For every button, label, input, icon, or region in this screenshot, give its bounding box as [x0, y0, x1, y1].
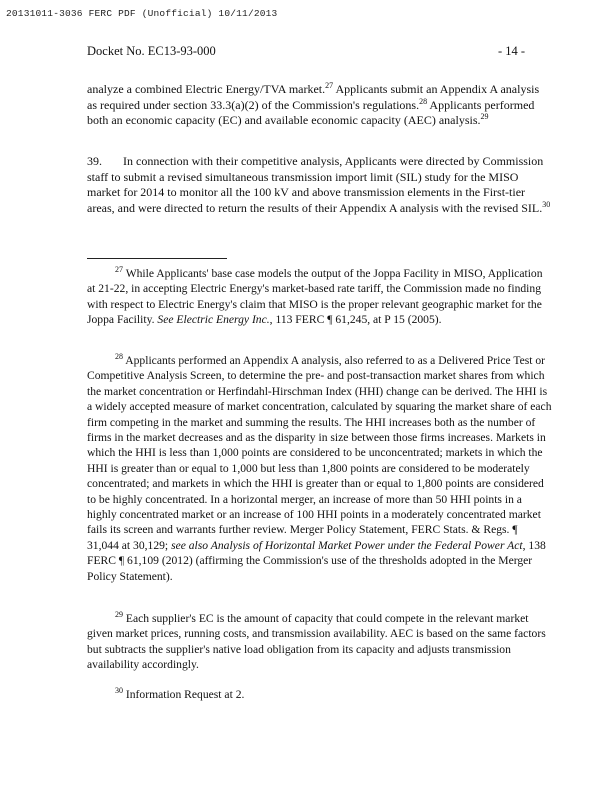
footnote-text: , 113 FERC ¶ 61,245, at P 15 (2005). — [269, 313, 442, 327]
footnote-ref-29[interactable]: 29 — [480, 112, 489, 122]
footnote-citation: See Electric Energy Inc. — [157, 313, 270, 327]
footnote-ref-28[interactable]: 28 — [419, 96, 428, 106]
footnote-citation: see also Analysis of Horizontal Market Power under the Federal Power Act — [171, 538, 523, 552]
paragraph-number: 39. — [87, 154, 102, 168]
body-text: Applicants performed both an economic capacity (EC) and available economic capacity (AEC) analysis. — [87, 97, 535, 128]
footnote-text: Applicants performed an Appendix A analysis, also referred to as a Delivered Price Test or Competitive Analysis Screen, to determine the pre- and post-transaction market shares from which the market concentration or Herfindahl-Hirschman Index (HHI) change can be derived. The HHI is a widely accepted measure of market concentration, calculated by squaring the market share of each firm competing in the market and summing the results. The HHI increases both as the number of firms in the market decreases and as the disparity in size between those firms increases. Markets in which the HHI is less than 1,000 points are considered to be unconcentrated; markets in which the HHI is greater than or equal to 1,000 but less than 1,800 points are considered to be moderately concentrated; and markets in which the HHI is greater than or equal to 1,800 points are considered to be highly concentrated. In a horizontal merger, an increase of more than 50 HHI points in a highly concentrated market or an increase of 100 HHI points in a moderately concentrated market fails its screen and warrants further review. Merger Policy Statement, FERC Stats. & Regs. ¶ 31,044 at 30,129; — [87, 354, 552, 552]
footnote-30 — [87, 687, 552, 702]
footnote-27 — [87, 266, 552, 328]
footnote-number: 29 — [115, 610, 123, 620]
footnote-ref-27[interactable]: 27 — [325, 81, 334, 90]
body-paragraph-continued — [87, 82, 552, 129]
footnote-number: 27 — [115, 265, 123, 275]
body-text: analyze a combined Electric Energy/TVA market. — [87, 82, 326, 96]
footnote-ref-30[interactable]: 30 — [542, 199, 551, 209]
footnote-text: Information Request at 2. — [123, 688, 245, 701]
footnote-number: 30 — [115, 686, 123, 696]
footnote-text: Each supplier's EC is the amount of capacity that could compete in the relevant market given market prices, running costs, and transmission availability. AEC is based on the same factors but subtracts the supplier's native load obligation from its capacity and adjusts transmission availability accordingly. — [87, 612, 546, 672]
docket-number: Docket No. EC13-93-000 — [87, 44, 216, 58]
body-paragraph-39 — [87, 154, 552, 216]
footnote-text: While Applicants' base case models the output of the Joppa Facility in MISO, Application at 21-22, in accepting Electric Energy's market-based rate tariff, the Commission made no finding with respect to Electric Energy's claim that MISO is the proper relevant geographic market for the Joppa Facility. — [87, 267, 543, 327]
footnote-29 — [87, 611, 552, 673]
footnote-text: , 138 FERC ¶ 61,109 (2012) (affirming the Commission's use of the thresholds adopted in the Merger Policy Statement). — [87, 538, 546, 583]
body-text: Applicants submit an Appendix A analysis as required under section 33.3(a)(2) of the Commission's regulations. — [87, 82, 540, 112]
filing-stamp: 20131011-3036 FERC PDF (Unofficial) 10/11/2013 — [6, 8, 278, 19]
footnote-28 — [87, 353, 552, 584]
footnote-divider — [87, 258, 227, 259]
page-number: - 14 - — [498, 44, 526, 58]
body-text: In connection with their competitive analysis, Applicants were directed by Commission staff to submit a revised simultaneous transmission import limit (SIL) study for the MISO market for 2014 to monitor all the 100 kV and above transmission elements in the First-tier areas, and were directed to return the results of their Appendix A analysis with the revised SIL. — [87, 154, 544, 215]
footnote-number: 28 — [115, 352, 123, 362]
